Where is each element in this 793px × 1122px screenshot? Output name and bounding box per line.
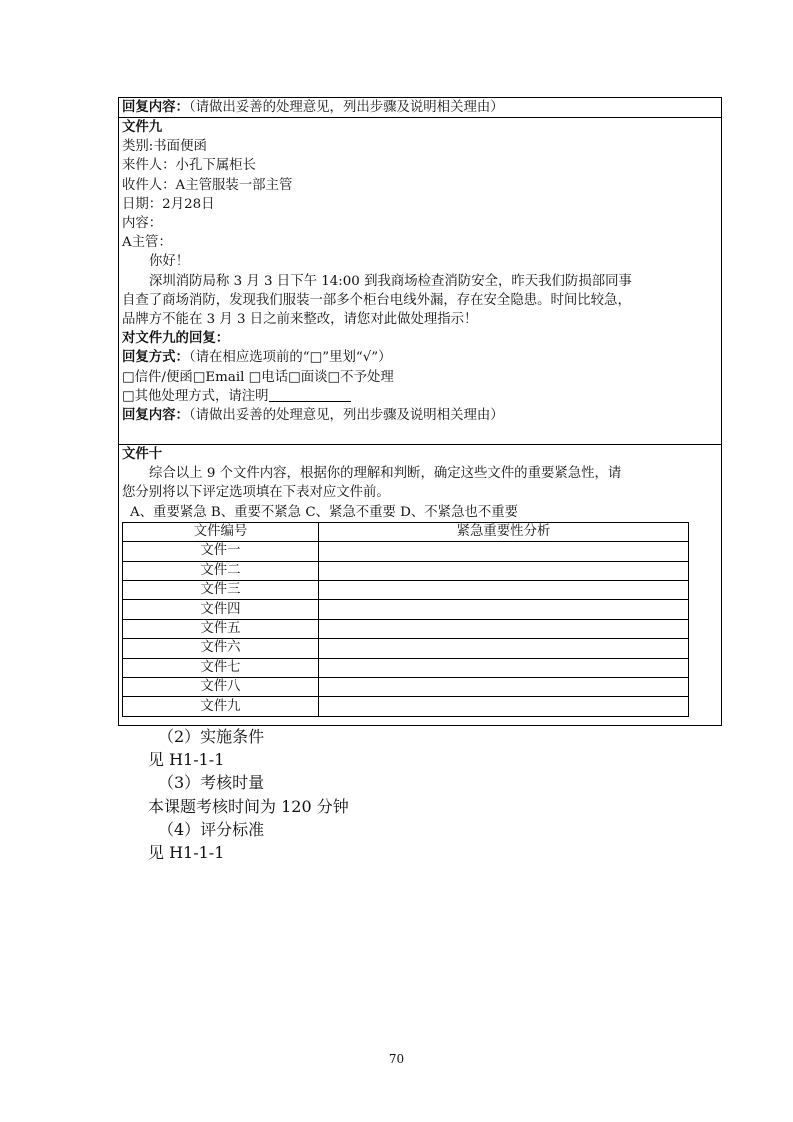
table-cell-analysis[interactable]: [319, 677, 689, 696]
table-cell-analysis[interactable]: [319, 561, 689, 580]
reply9-other-option[interactable]: □其他处理方式，请注明: [122, 388, 269, 404]
assessment-notes: [148, 725, 349, 864]
table-header-row: [123, 522, 689, 541]
file9-title: 文件九: [122, 119, 163, 135]
table-cell-analysis[interactable]: [319, 658, 689, 677]
form-frame: [118, 97, 722, 726]
urgency-table: [122, 522, 689, 717]
reply-content-label: 回复内容：: [122, 99, 189, 115]
file9-date: 日期：2月28日: [122, 196, 215, 212]
reply9-other-blank[interactable]: [269, 388, 351, 402]
table-header-file-no: 文件编号: [123, 522, 319, 541]
table-cell-file: 文件一: [123, 542, 319, 561]
table-cell-analysis[interactable]: [319, 542, 689, 561]
table-cell-analysis[interactable]: [319, 619, 689, 638]
table-cell-file: 文件四: [123, 600, 319, 619]
file9-body-line-2: 自查了商场消防，发现我们服装一部多个柜台电线外漏，存在安全隐患。时间比较急，: [122, 292, 631, 308]
reply9-content-hint: （请做出妥善的处理意见，列出步骤及说明相关理由）: [188, 408, 504, 424]
reply9-options[interactable]: □信件/便函□Email □电话□面谈□不予处理: [122, 369, 394, 385]
file9-body-line-3: 品牌方不能在 3 月 3 日之前来整改，请您对此做处理指示！: [122, 312, 478, 328]
reply-content-row-top: [118, 97, 722, 117]
file10-title: 文件十: [122, 446, 163, 463]
section-4-title: （4）评分标准: [158, 819, 265, 839]
reply9-method-hint: （请在相应选项前的“□”里划“√”）: [188, 350, 392, 366]
section-3-text: 本课题考核时间为 120 分钟: [148, 796, 349, 816]
table-cell-file: 文件六: [123, 639, 319, 658]
table-row: [123, 697, 689, 716]
table-row: [123, 639, 689, 658]
file9-body-line-1: 深圳消防局称 3 月 3 日下午 14:00 到我商场检查消防安全，昨天我们防损部同事: [149, 273, 632, 289]
table-cell-file: 文件二: [123, 561, 319, 580]
table-cell-analysis[interactable]: [319, 600, 689, 619]
file9-greeting: 你好！: [149, 254, 190, 270]
file9-sender: 来件人：小孔下属柜长: [122, 158, 256, 174]
table-cell-file: 文件七: [123, 658, 319, 677]
table-row: [123, 677, 689, 696]
page-number: 70: [388, 1052, 405, 1066]
table-cell-file: 文件三: [123, 581, 319, 600]
table-row: [123, 542, 689, 561]
table-row: [123, 581, 689, 600]
table-header-analysis: 紧急重要性分析: [319, 522, 689, 541]
file10-section: [118, 444, 722, 726]
table-cell-analysis[interactable]: [319, 697, 689, 716]
file9-recipient: 收件人：A主管服装一部主管: [122, 177, 293, 193]
table-cell-file: 文件九: [123, 697, 319, 716]
table-row: [123, 561, 689, 580]
table-cell-analysis[interactable]: [319, 639, 689, 658]
reply9-title: 对文件九的回复：: [122, 330, 230, 347]
file9-salutation: A主管：: [122, 235, 172, 251]
section-4-text: 见 H1-1-1: [148, 843, 225, 863]
table-cell-file: 文件五: [123, 619, 319, 638]
table-cell-file: 文件八: [123, 677, 319, 696]
file9-section: [118, 117, 722, 444]
table-row: [123, 600, 689, 619]
section-3-title: （3）考核时量: [158, 773, 265, 793]
file10-intro-line-1: 综合以上 9 个文件内容，根据你的理解和判断，确定这些文件的重要紧急性，请: [149, 466, 622, 482]
table-row: [123, 658, 689, 677]
file10-intro-line-2: 您分别将以下评定选项填在下表对应文件前。: [122, 485, 390, 501]
file10-options: A、重要紧急 B、重要不紧急 C、紧急不重要 D、不紧急也不重要: [130, 504, 519, 520]
file9-category: 类别:书面便函: [122, 139, 207, 155]
table-row: [123, 619, 689, 638]
file9-content-label: 内容：: [122, 216, 163, 232]
reply9-content-label: 回复内容：: [122, 407, 189, 424]
section-2-title: （2）实施条件: [158, 727, 265, 746]
reply-content-hint: （请做出妥善的处理意见，列出步骤及说明相关理由）: [188, 100, 504, 115]
reply9-method-label: 回复方式：: [122, 349, 189, 366]
table-cell-analysis[interactable]: [319, 581, 689, 600]
section-2-text: 见 H1-1-1: [148, 750, 225, 770]
